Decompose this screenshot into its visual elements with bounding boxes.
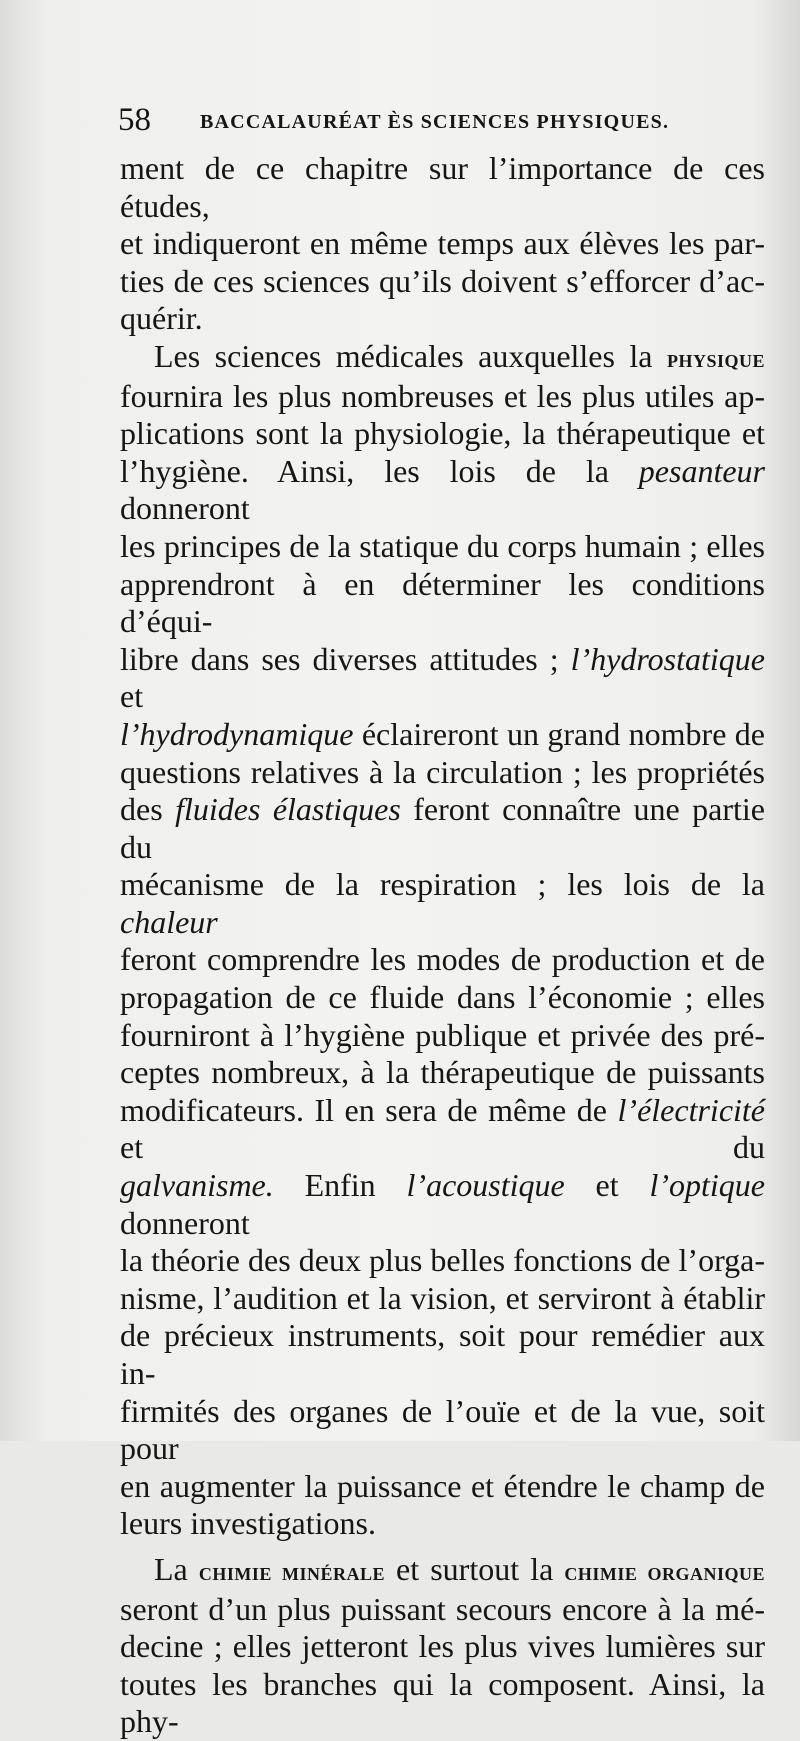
text-run: et <box>564 1167 650 1204</box>
running-header <box>118 100 698 140</box>
text-run: et surtout la <box>384 1550 565 1587</box>
text-line <box>120 716 765 754</box>
small-caps-term: physique <box>666 343 765 373</box>
text-line: apprendront à en déterminer les conditions d’équi- <box>120 565 765 640</box>
text-run: et du <box>120 1129 765 1166</box>
text-line: ceptes nombreux, à la thérapeutique de puissants <box>120 1054 765 1091</box>
small-caps-term: chimie minérale <box>198 1556 385 1586</box>
text-line <box>120 866 765 941</box>
text-run: La <box>154 1550 199 1587</box>
text-run: l’hygiène. Ainsi, les lois de la <box>120 452 639 489</box>
text-line <box>120 1092 765 1167</box>
text-line <box>120 338 765 378</box>
italic-term: l’optique <box>649 1167 765 1204</box>
text-run: donneront <box>120 490 250 527</box>
text-line: de précieux instruments, soit pour remédier aux in- <box>120 1317 765 1391</box>
text-run: libre dans ses diverses attitudes ; <box>120 640 571 677</box>
text-run: Les sciences médicales auxquelles la <box>154 337 667 374</box>
text-line: nisme, l’audition et la vision, et serviront à établir <box>120 1279 765 1316</box>
text-run: donneront <box>120 1204 250 1241</box>
text-line: fourniront à l’hygiène publique et privée des pré- <box>120 1016 765 1053</box>
text-run: éclaireront un grand nombre de <box>353 715 765 752</box>
text-run: modificateurs. Il en sera de même de <box>120 1091 618 1128</box>
text-line: decine ; elles jetteront les plus vives lumières sur <box>120 1628 765 1665</box>
text-line: quérir. <box>120 300 203 337</box>
italic-term: fluides élastiques <box>175 791 401 828</box>
text-line: en augmenter la puissance et étendre le champ de <box>120 1467 765 1504</box>
text-line: toutes les branches qui la composent. Ainsi, la phy- <box>120 1665 765 1740</box>
text-run: des <box>120 791 176 828</box>
small-caps-term: chimie organique <box>564 1556 766 1586</box>
text-line: questions relatives à la circulation ; les propriétés <box>120 753 765 790</box>
text-line: plications sont la physiologie, la thérapeutique et <box>120 415 765 452</box>
italic-term: l’acoustique <box>406 1167 565 1204</box>
italic-term: pesanteur <box>638 452 765 489</box>
text-line: ties de ces sciences qu’ils doivent s’efforcer d’ac- <box>120 262 765 299</box>
text-run: et <box>120 678 144 715</box>
text-run: Enfin <box>273 1167 407 1204</box>
page-number: 58 <box>118 102 151 138</box>
italic-term: chaleur <box>120 903 218 940</box>
running-title: BACCALAURÉAT ÈS SCIENCES PHYSIQUES. <box>200 111 670 133</box>
text-line <box>120 791 765 866</box>
italic-term: l’hydrodynamique <box>120 715 354 752</box>
text-line: ment de ce chapitre sur l’importance de ces études, <box>120 150 765 224</box>
text-line: firmités des organes de l’ouïe et de la vue, soit pour <box>120 1392 765 1467</box>
body-text <box>120 150 765 1741</box>
text-line: seront d’un plus puissant secours encore à la mé- <box>120 1590 765 1627</box>
text-run: feront connaître une partie du <box>120 791 765 865</box>
text-line: leurs investigations. <box>120 1505 376 1542</box>
text-line <box>120 453 765 528</box>
text-line: propagation de ce fluide dans l’économie ; elles <box>120 979 765 1016</box>
text-line <box>120 1551 765 1591</box>
italic-term: l’électricité <box>617 1091 765 1128</box>
text-line: fournira les plus nombreuses et les plus utiles ap- <box>120 377 765 414</box>
text-run: mécanisme de la respiration ; les lois de la <box>120 866 765 903</box>
paragraph-gap <box>120 1543 765 1551</box>
text-line: les principes de la statique du corps humain ; elles <box>120 527 765 564</box>
italic-term: l’hydrostatique <box>570 640 765 677</box>
text-line <box>120 1167 765 1242</box>
text-line <box>120 641 765 716</box>
text-line: et indiqueront en même temps aux élèves les par- <box>120 225 765 262</box>
italic-term: galvanisme. <box>120 1167 274 1204</box>
text-line: la théorie des deux plus belles fonctions de l’orga- <box>120 1242 765 1279</box>
text-line: feront comprendre les modes de production et de <box>120 941 765 978</box>
